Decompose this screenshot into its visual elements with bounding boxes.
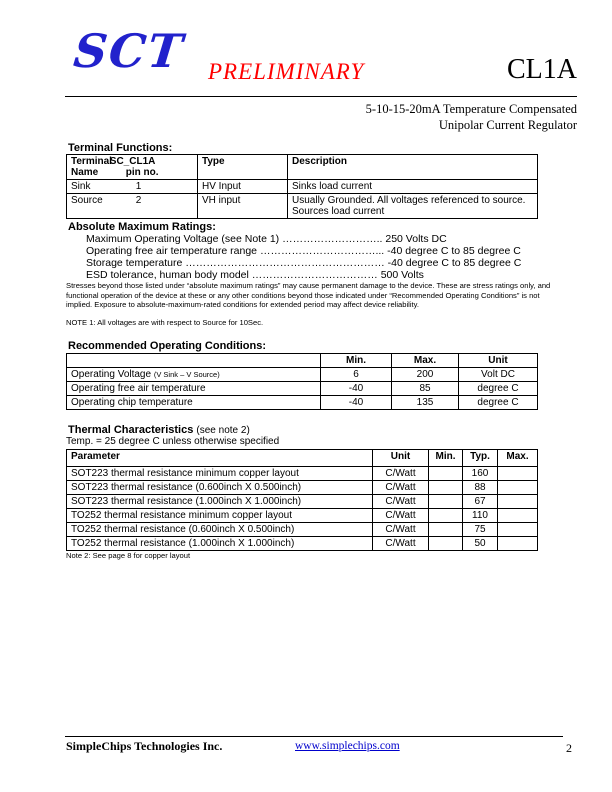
typ-value: 160 xyxy=(463,467,498,481)
abs-max-label: Storage temperature xyxy=(86,257,183,269)
abs-max-item xyxy=(86,269,521,281)
subtitle-line-1: 5-10-15-20mA Temperature Compensated xyxy=(365,102,577,116)
terminal-name: Sink xyxy=(71,181,91,192)
typ-value: 50 xyxy=(463,537,498,551)
part-number: CL1A xyxy=(507,54,577,85)
thermal-table xyxy=(66,449,538,551)
max-value: 135 xyxy=(392,396,459,410)
max-value xyxy=(498,537,538,551)
max-value: 200 xyxy=(392,368,459,382)
table-row xyxy=(67,396,538,410)
abs-max-item xyxy=(86,257,521,269)
product-subtitle xyxy=(366,101,577,134)
param-cell xyxy=(67,368,321,382)
recommended-heading: Recommended Operating Conditions: xyxy=(68,340,267,352)
table-row xyxy=(67,509,538,523)
unit-value: C/Watt xyxy=(373,523,429,537)
note-1: NOTE 1: All voltages are with respect to Source for 10Sec. xyxy=(66,318,264,327)
max-value: 85 xyxy=(392,382,459,396)
param-label: Operating free air temperature xyxy=(71,383,206,394)
unit-value: degree C xyxy=(459,396,538,410)
table-header-row xyxy=(67,155,538,180)
max-value xyxy=(498,523,538,537)
terminal-description: Sinks load current xyxy=(288,180,538,194)
max-value xyxy=(498,481,538,495)
min-value: -40 xyxy=(321,396,392,410)
min-value xyxy=(429,481,463,495)
unit-value: C/Watt xyxy=(373,481,429,495)
max-value xyxy=(498,495,538,509)
typ-value: 67 xyxy=(463,495,498,509)
typ-value: 88 xyxy=(463,481,498,495)
abs-max-list xyxy=(86,233,521,281)
abs-max-label: Operating free air temperature range xyxy=(86,245,258,257)
table-header-row xyxy=(67,354,538,368)
terminal-cell xyxy=(67,180,198,194)
preliminary-label: PRELIMINARY xyxy=(208,59,365,84)
min-value: 6 xyxy=(321,368,392,382)
min-value xyxy=(429,537,463,551)
table-row xyxy=(67,180,538,194)
header-rule xyxy=(65,96,577,97)
pin-header-label: pin no. xyxy=(125,167,159,178)
terminal-pin: 1 xyxy=(135,181,142,192)
abs-max-value: -40 degree C to 85 degree C xyxy=(387,257,522,269)
terminal-functions-heading: Terminal Functions: xyxy=(68,142,173,154)
abs-max-item xyxy=(86,245,521,257)
dot-leader: ………………………………………………… xyxy=(185,257,385,269)
param-sub-label: (V Sink – V Source) xyxy=(153,370,220,379)
param-cell: TO252 thermal resistance (0.600inch X 0.500inch) xyxy=(67,523,373,537)
param-cell: TO252 thermal resistance (1.000inch X 1.000inch) xyxy=(67,537,373,551)
dot-leader: ……………………………... xyxy=(259,245,385,257)
type-header: Type xyxy=(198,155,288,180)
unit-header: Unit xyxy=(373,450,429,467)
max-header: Max. xyxy=(392,354,459,368)
terminal-pin: 2 xyxy=(135,195,142,206)
abs-max-disclaimer: Stresses beyond those listed under “absolute maximum ratings” may cause permanent damage to the device. These are stress ratings only, and functional operation of the device at these or any other conditions beyond those indicated under “Recommended Operating Conditions” is not implied. Exposure to absolute-maximum-rated conditions for extended period may affect device reliability. xyxy=(66,281,551,310)
unit-header: Unit xyxy=(459,354,538,368)
dot-leader: ……………………….. xyxy=(282,233,383,245)
max-value xyxy=(498,509,538,523)
subtitle-line-2: Unipolar Current Regulator xyxy=(438,118,577,133)
terminal-cell xyxy=(67,194,198,219)
table-row xyxy=(67,382,538,396)
description-header: Description xyxy=(288,155,538,180)
footer-company: SimpleChips Technologies Inc. xyxy=(66,739,223,753)
abs-max-heading: Absolute Maximum Ratings: xyxy=(68,221,216,233)
min-value xyxy=(429,467,463,481)
terminal-type: VH input xyxy=(198,194,288,219)
max-value xyxy=(498,467,538,481)
param-cell xyxy=(67,396,321,410)
thermal-heading xyxy=(68,424,250,436)
dot-leader: ……………………………… xyxy=(251,269,378,281)
min-value xyxy=(429,509,463,523)
max-header: Max. xyxy=(498,450,538,467)
thermal-heading-label: Thermal Characteristics xyxy=(68,424,194,436)
min-value: -40 xyxy=(321,382,392,396)
unit-value: Volt DC xyxy=(459,368,538,382)
param-cell xyxy=(67,382,321,396)
part-header-label: SC_CL1A xyxy=(109,156,156,167)
typ-value: 75 xyxy=(463,523,498,537)
terminal-functions-table xyxy=(66,154,538,219)
unit-value: C/Watt xyxy=(373,509,429,523)
abs-max-value: 250 Volts DC xyxy=(385,233,447,245)
table-row xyxy=(67,467,538,481)
abs-max-label: ESD tolerance, human body model xyxy=(86,269,249,281)
note-2: Note 2: See page 8 for copper layout xyxy=(66,551,191,560)
unit-value: C/Watt xyxy=(373,537,429,551)
unit-value: C/Watt xyxy=(373,495,429,509)
param-label: Operating chip temperature xyxy=(71,397,193,408)
min-value xyxy=(429,523,463,537)
param-cell: SOT223 thermal resistance minimum copper layout xyxy=(67,467,373,481)
table-row xyxy=(67,368,538,382)
min-header: Min. xyxy=(429,450,463,467)
abs-max-value: 500 Volts xyxy=(380,269,424,281)
blank-header xyxy=(67,354,321,368)
page-number: 2 xyxy=(566,741,572,755)
unit-value: C/Watt xyxy=(373,467,429,481)
name-header-label: Name xyxy=(71,167,99,178)
table-row xyxy=(67,523,538,537)
param-label: Operating Voltage xyxy=(71,369,152,380)
terminal-type: HV Input xyxy=(198,180,288,194)
table-header-row xyxy=(67,450,538,467)
terminal-description: Usually Grounded. All voltages referenced to source. Sources load current xyxy=(288,194,538,219)
abs-max-label: Maximum Operating Voltage (see Note 1) xyxy=(86,233,280,245)
footer-url-link[interactable]: www.simplechips.com xyxy=(295,740,400,752)
unit-value: degree C xyxy=(459,382,538,396)
thermal-heading-note: (see note 2) xyxy=(196,425,250,436)
table-row xyxy=(67,194,538,219)
recommended-table xyxy=(66,353,538,410)
table-row xyxy=(67,481,538,495)
min-header: Min. xyxy=(321,354,392,368)
typ-value: 110 xyxy=(463,509,498,523)
abs-max-value: -40 degree C to 85 degree C xyxy=(387,245,521,257)
thermal-subheading: Temp. = 25 degree C unless otherwise specified xyxy=(66,436,280,447)
parameter-header: Parameter xyxy=(67,450,373,467)
min-value xyxy=(429,495,463,509)
terminal-name-header xyxy=(67,155,198,180)
param-cell: SOT223 thermal resistance (1.000inch X 1.000inch) xyxy=(67,495,373,509)
param-cell: TO252 thermal resistance minimum copper layout xyxy=(67,509,373,523)
terminal-header-label: Terminal xyxy=(71,156,112,167)
sct-logo: SCT xyxy=(71,24,187,78)
abs-max-item xyxy=(86,233,521,245)
param-cell: SOT223 thermal resistance (0.600inch X 0.500inch) xyxy=(67,481,373,495)
table-row xyxy=(67,537,538,551)
typ-header: Typ. xyxy=(463,450,498,467)
footer-rule xyxy=(65,736,563,737)
table-row xyxy=(67,495,538,509)
terminal-name: Source xyxy=(71,195,103,206)
